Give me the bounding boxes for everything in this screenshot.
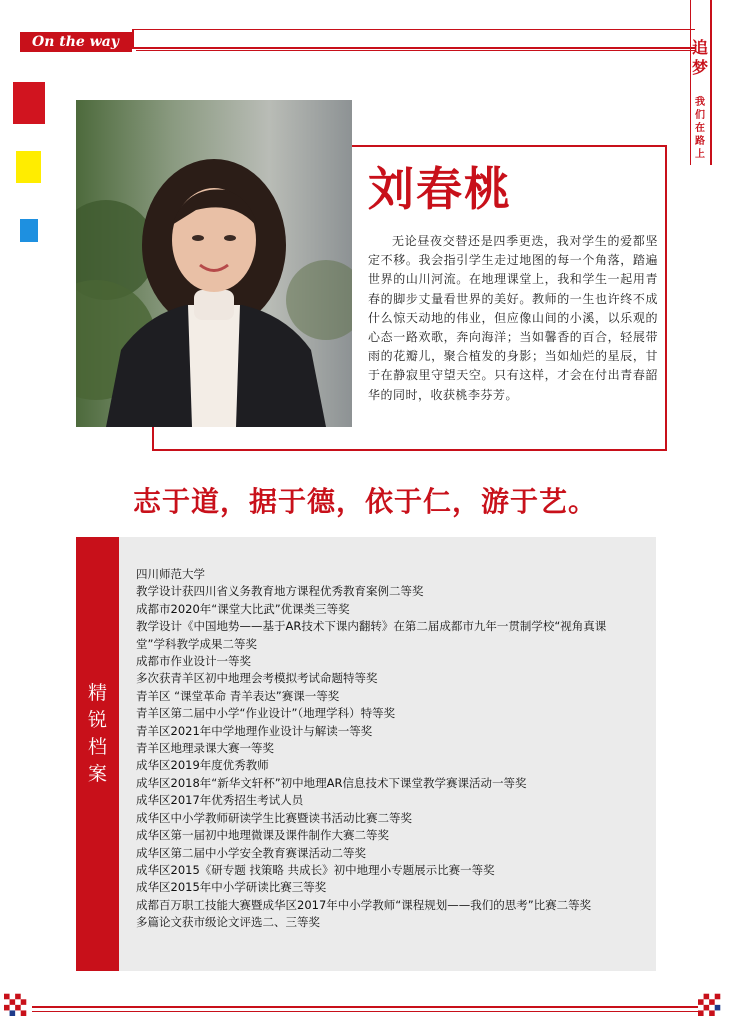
- list-item: 成都百万职工技能大赛暨成华区2017年中小学教师“课程规划——我们的思考”比赛二等奖: [136, 897, 592, 912]
- header-tag: On the way: [20, 32, 132, 52]
- decor-block-red: [13, 82, 45, 124]
- side-tag-char: 我: [695, 97, 705, 108]
- header-rule-bottom: [136, 50, 695, 51]
- list-item: 青羊区 “课堂革命 青羊表达”赛课一等奖: [136, 688, 340, 703]
- footer-rule-thin: [32, 1011, 704, 1012]
- teacher-bio: 无论昼夜交替还是四季更迭，我对学生的爱都坚定不移。我会指引学生走过地图的每一个角落，踏遍世界的山川河流。在地理课堂上，我和学生一起用青春的脚步丈量看世界的美好。教师的一生也许终不成什么惊天动地的伟业，但应像山间的小溪，以乐观的心态一路欢歌，奔向海洋；当如馨香的百合，轻展带雨的花瓣儿，聚合植发的身影；当如灿烂的星辰，甘于在静寂里守望天空。只有这样，才会在付出青春韶华的同时，收获桃李芬芳。: [368, 234, 658, 402]
- archive-title-char: 案: [87, 763, 107, 785]
- teacher-name: 刘春桃: [368, 162, 512, 216]
- list-item: 成华区2015《研专题 找策略 共成长》初中地理小专题展示比赛一等奖: [136, 862, 495, 877]
- list-item: 教学设计《中国地势——基于AR技术下课内翻转》在第二届成都市九年一贯制学校“视角真课堂”学科教学成果二等奖: [136, 619, 607, 651]
- side-tag-char: 上: [695, 149, 705, 160]
- header-rule-top: [132, 29, 695, 30]
- list-item: 成华区2018年“新华文轩杯”初中地理AR信息技术下课堂教学赛课活动一等奖: [136, 775, 527, 790]
- list-item: 成都市作业设计一等奖: [136, 654, 251, 669]
- list-item: 多次获青羊区初中地理会考模拟考试命题特等奖: [136, 671, 378, 686]
- footer-rule: [32, 1006, 704, 1008]
- list-item: 多篇论文获市级论文评选二、三等奖: [136, 915, 320, 930]
- list-item: 青羊区地理录课大赛一等奖: [136, 741, 274, 756]
- list-item: 成华区2015年中小学研读比赛三等奖: [136, 880, 327, 895]
- motto: 志于道，据于德，依于仁，游于艺。: [132, 485, 597, 518]
- archive-title-char: 锐: [87, 709, 107, 731]
- list-item: 成都市2020年“课堂大比武”优课类三等奖: [136, 601, 350, 616]
- side-tag-char: 追: [691, 38, 708, 57]
- list-item: 成华区第二届中小学安全教育赛课活动二等奖: [136, 845, 366, 860]
- list-item: 成华区中小学教师研读学生比赛暨读书活动比赛二等奖: [136, 810, 412, 825]
- decor-block-blue: [20, 219, 38, 242]
- checker-left-icon: [4, 990, 30, 1020]
- archive-title-char: 档: [87, 736, 107, 758]
- side-tag-char: 在: [695, 123, 705, 134]
- side-tag-char: 梦: [691, 58, 708, 77]
- side-tag-char: 们: [695, 110, 705, 121]
- decor-block-yellow: [16, 151, 41, 183]
- list-item: 成华区2017年优秀招生考试人员: [136, 793, 304, 808]
- side-tag-small: [692, 96, 708, 161]
- list-item: 青羊区第二届中小学“作业设计”（地理学科）特等奖: [136, 706, 396, 721]
- list-item: 成华区2019年度优秀教师: [136, 758, 269, 773]
- achievement-list: [136, 566, 632, 932]
- side-tag-rule-right: [710, 0, 712, 165]
- list-item: 青羊区2021年中学地理作业设计与解读一等奖: [136, 723, 373, 738]
- list-item: 教学设计获四川省义务教育地方课程优秀教育案例二等奖: [136, 584, 424, 599]
- list-item: 成华区第一届初中地理微课及课件制作大赛二等奖: [136, 828, 389, 843]
- checker-right-icon: [698, 990, 724, 1020]
- header-rule-step: [132, 30, 134, 47]
- archive-title-char: 精: [87, 682, 107, 704]
- side-tag-big: [690, 38, 710, 78]
- side-tag-rule-left: [690, 0, 691, 165]
- archive-title: [76, 680, 119, 788]
- portrait-photo: [76, 100, 352, 427]
- list-item: 四川师范大学: [136, 567, 205, 581]
- side-tag-char: 路: [695, 136, 705, 147]
